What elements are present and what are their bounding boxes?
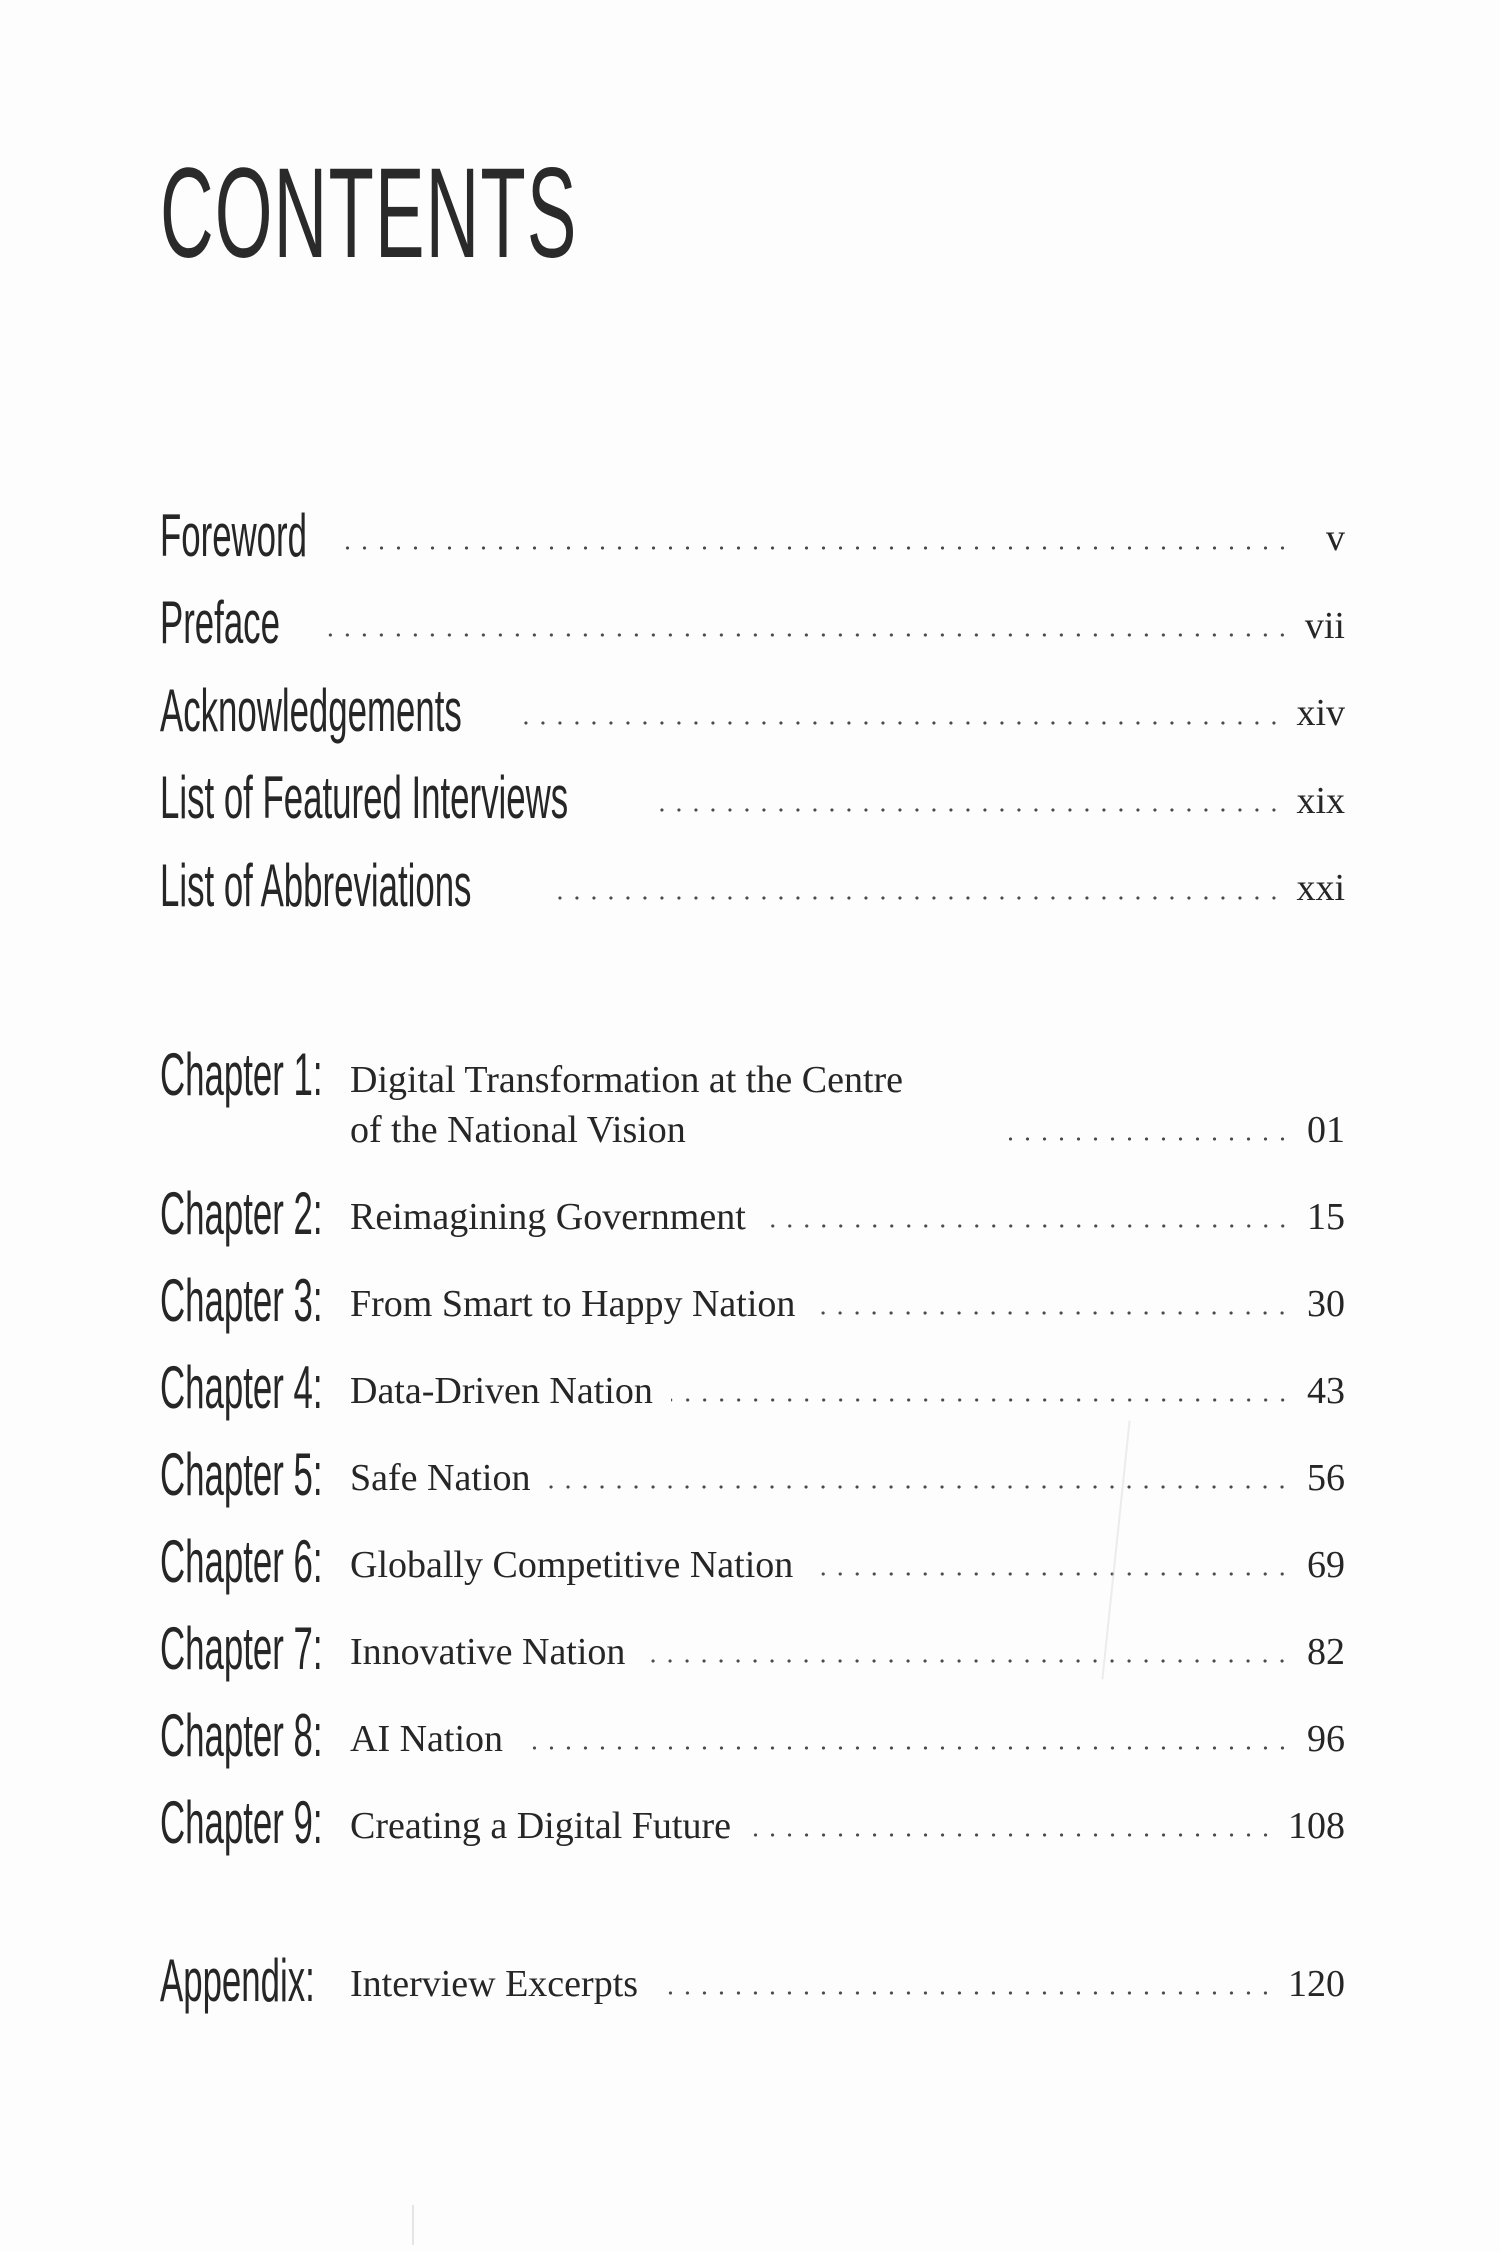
dot-leader [548,1481,1291,1493]
dot-leader [643,1655,1291,1667]
appendix-label: Appendix: [160,1947,315,2014]
chapter-title: Safe Nation [350,1456,531,1499]
scan-crease [412,2205,414,2245]
appendix-list [160,1924,1345,2014]
toc-entry-chapter-4[interactable] [160,1331,1345,1421]
entry-label: Foreword [160,501,307,569]
chapter-title-line-2: of the National Vision [350,1108,686,1151]
page-number: 56 [1307,1456,1345,1499]
page-number: 96 [1307,1717,1345,1760]
chapter-title-line-1: Digital Transformation at the Centre [350,1058,904,1101]
dot-leader [764,1220,1291,1232]
page-number: 108 [1288,1804,1345,1847]
toc-entry-abbreviations[interactable] [160,828,1345,919]
chapter-label: Chapter 8: [160,1702,323,1769]
chapter-title: From Smart to Happy Nation [350,1282,796,1325]
dot-leader [671,1394,1291,1406]
toc-entry-chapter-2[interactable] [160,1157,1345,1247]
toc-entry-chapter-5[interactable] [160,1418,1345,1508]
chapter-label: Chapter 4: [160,1354,323,1421]
chapter-label: Chapter 6: [160,1528,323,1595]
chapter-label: Chapter 3: [160,1267,323,1334]
dot-leader [811,1568,1291,1580]
page-number: 82 [1307,1630,1345,1673]
toc-entry-acknowledgements[interactable] [160,653,1345,744]
dot-leader [343,542,1291,554]
entry-label: Preface [160,589,280,656]
chapter-title: Data-Driven Nation [350,1369,653,1412]
dot-leader [653,804,1282,816]
toc-entry-chapter-9[interactable] [160,1766,1345,1856]
page-number: xxi [1296,867,1345,910]
chapter-label: Chapter 9: [160,1789,323,1856]
page-number: v [1326,517,1345,560]
toc-entry-featured-interviews[interactable] [160,741,1345,829]
page-number: 15 [1307,1195,1345,1238]
dot-leader [656,1987,1274,1999]
page-number: vii [1304,604,1345,647]
chapter-title: Globally Competitive Nation [350,1543,794,1586]
chapter-label: Chapter 7: [160,1615,323,1682]
toc-entry-foreword[interactable] [160,478,1345,569]
chapter-label: Chapter 5: [160,1441,323,1508]
page-number: 30 [1307,1282,1345,1325]
front-matter-list [160,478,1345,919]
dot-leader [749,1829,1274,1841]
page-number: xiv [1296,692,1345,735]
chapter-title: Reimagining Government [350,1195,746,1238]
page-number: 43 [1307,1369,1345,1412]
dot-leader [518,717,1282,729]
entry-label: List of Abbreviations [160,851,472,919]
dot-leader [1000,1133,1291,1145]
toc-entry-chapter-7[interactable] [160,1592,1345,1682]
page-number: xix [1296,779,1345,822]
page-title: CONTENTS [160,142,578,285]
chapter-title: AI Nation [350,1717,504,1760]
dot-leader [521,1742,1291,1754]
toc-entry-chapter-8[interactable] [160,1679,1345,1769]
page-number: 01 [1307,1108,1345,1151]
chapter-title: Creating a Digital Future [350,1804,731,1847]
dot-leader [315,629,1291,641]
entry-label: List of Featured Interviews [160,764,569,831]
toc-entry-preface[interactable] [160,566,1345,654]
toc-entry-appendix[interactable] [160,1924,1345,2014]
chapter-title [350,1055,1000,1157]
entry-label: Acknowledgements [160,676,462,744]
toc-entry-chapter-1[interactable] [160,1012,1345,1157]
chapter-title: Innovative Nation [350,1630,626,1673]
toc-entry-chapter-3[interactable] [160,1244,1345,1334]
chapter-label: Chapter 2: [160,1180,323,1247]
chapter-label: Chapter 1: [160,1041,323,1108]
dot-leader [548,892,1282,904]
appendix-title: Interview Excerpts [350,1962,639,2005]
toc-entry-chapter-6[interactable] [160,1505,1345,1595]
dot-leader [813,1307,1291,1319]
chapters-list [160,1012,1345,1856]
page-number: 69 [1307,1543,1345,1586]
page-number: 120 [1288,1962,1345,2005]
